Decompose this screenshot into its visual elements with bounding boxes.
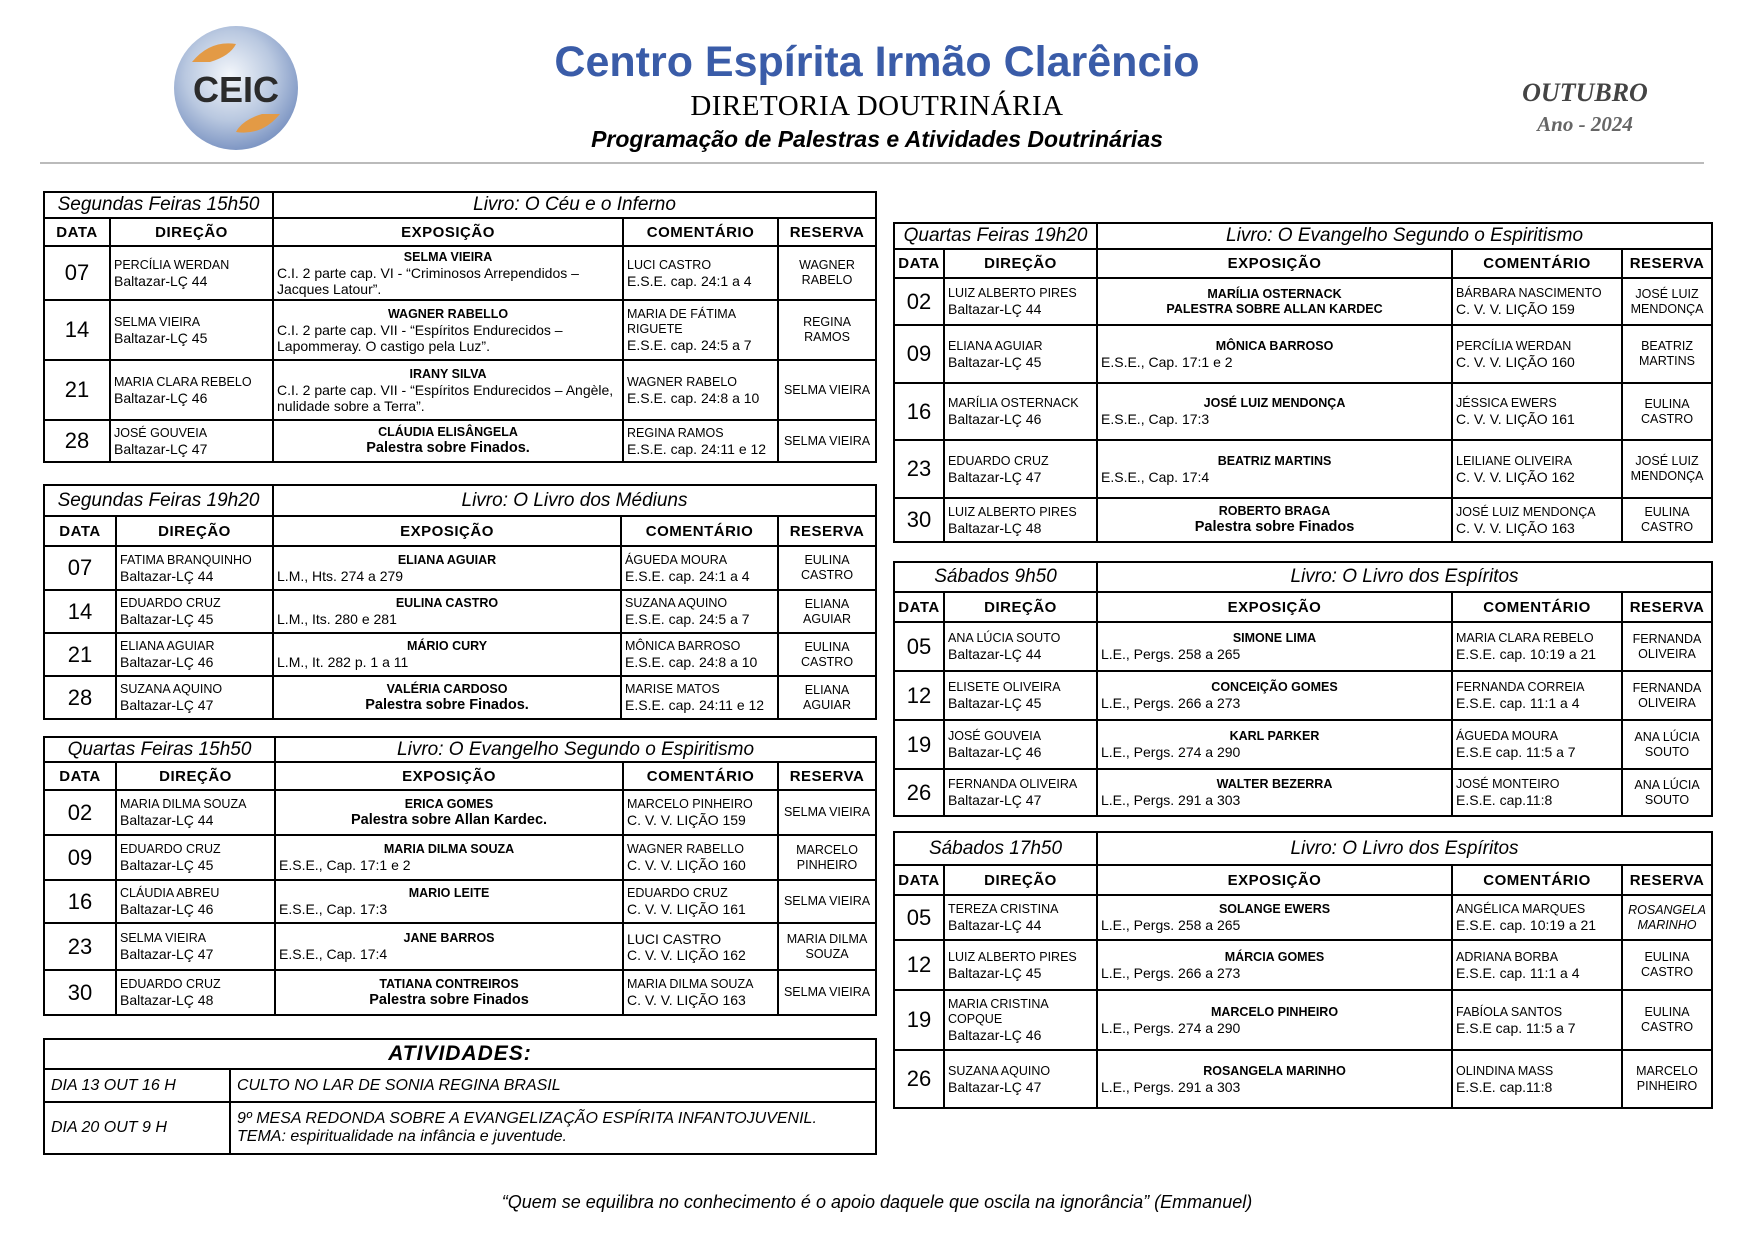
exposicao-cell: SELMA VIEIRA C.I. 2 parte cap. VI - “Criminosos Arrependidos – Jacques Latour”. bbox=[273, 246, 623, 300]
col-direcao: DIREÇÃO bbox=[116, 516, 273, 546]
program-subtitle: Programação de Palestras e Atividades Doutrinárias bbox=[591, 126, 1163, 152]
table-row bbox=[44, 546, 876, 590]
direcao-cell: MARIA CRISTINA COPQUE Baltazar-LÇ 46 bbox=[944, 990, 1097, 1050]
reserva-cell: FERNANDA OLIVEIRA bbox=[1622, 622, 1712, 671]
comentario-cell: MÔNICA BARROSO E.S.E. cap. 24:8 a 10 bbox=[621, 633, 778, 676]
col-reserva: RESERVA bbox=[1622, 865, 1712, 895]
comentario-cell: MARIA DILMA SOUZA C. V. V. LIÇÃO 163 bbox=[623, 970, 778, 1015]
table-row bbox=[894, 622, 1712, 671]
col-direcao: DIREÇÃO bbox=[944, 249, 1097, 278]
activities-table bbox=[43, 1038, 877, 1155]
exposicao-cell: MARIO LEITE E.S.E., Cap. 17:3 bbox=[275, 880, 623, 923]
table-row bbox=[44, 420, 876, 462]
col-data: DATA bbox=[44, 218, 110, 246]
date-cell: 21 bbox=[44, 360, 110, 420]
comentario-cell: OLINDINA MASS E.S.E. cap.11:8 bbox=[1452, 1050, 1622, 1108]
direcao-cell: SUZANA AQUINO Baltazar-LÇ 47 bbox=[944, 1050, 1097, 1108]
reserva-cell: EULINA CASTRO bbox=[1622, 990, 1712, 1050]
col-exposicao: EXPOSIÇÃO bbox=[1097, 249, 1452, 278]
direcao-cell: MARIA CLARA REBELO Baltazar-LÇ 46 bbox=[110, 360, 273, 420]
col-data: DATA bbox=[894, 865, 944, 895]
col-reserva: RESERVA bbox=[778, 516, 876, 546]
date-cell: 09 bbox=[44, 835, 116, 880]
exposicao-cell: ROSANGELA MARINHO L.E., Pergs. 291 a 303 bbox=[1097, 1050, 1452, 1108]
reserva-cell: EULINA CASTRO bbox=[1622, 498, 1712, 542]
comentario-cell: ÁGUEDA MOURA E.S.E cap. 11:5 a 7 bbox=[1452, 720, 1622, 769]
date-cell: 30 bbox=[894, 498, 944, 542]
col-direcao: DIREÇÃO bbox=[944, 865, 1097, 895]
direcao-cell: EDUARDO CRUZ Baltazar-LÇ 48 bbox=[116, 970, 275, 1015]
comentario-cell: LUCI CASTRO E.S.E. cap. 24:1 a 4 bbox=[623, 246, 778, 300]
reserva-cell: SELMA VIEIRA bbox=[778, 970, 876, 1015]
schedule-sabados-17h50 bbox=[893, 831, 1713, 1109]
book-header: Livro: O Livro dos Espíritos bbox=[1097, 832, 1712, 865]
direcao-cell: ANA LÚCIA SOUTO Baltazar-LÇ 44 bbox=[944, 622, 1097, 671]
comentario-cell: ANGÉLICA MARQUES E.S.E. cap. 10:19 a 21 bbox=[1452, 895, 1622, 940]
direcao-cell: LUIZ ALBERTO PIRES Baltazar-LÇ 45 bbox=[944, 940, 1097, 990]
schedule-sabados-9h50 bbox=[893, 561, 1713, 817]
table-row bbox=[894, 383, 1712, 440]
date-cell: 28 bbox=[44, 676, 116, 719]
reserva-cell: EULINA CASTRO bbox=[778, 633, 876, 676]
direcao-cell: ELIANA AGUIAR Baltazar-LÇ 46 bbox=[116, 633, 273, 676]
svg-text:CEIC: CEIC bbox=[192, 69, 280, 110]
table-row bbox=[44, 676, 876, 719]
col-reserva: RESERVA bbox=[778, 218, 876, 246]
year-label: Ano - 2024 bbox=[1537, 112, 1633, 136]
exposicao-cell: KARL PARKER L.E., Pergs. 274 a 290 bbox=[1097, 720, 1452, 769]
col-direcao: DIREÇÃO bbox=[116, 762, 275, 790]
table-row bbox=[44, 923, 876, 970]
book-header: Livro: O Evangelho Segundo o Espiritismo bbox=[275, 737, 876, 762]
table-row bbox=[894, 325, 1712, 383]
table-row bbox=[894, 440, 1712, 498]
col-direcao: DIREÇÃO bbox=[944, 592, 1097, 622]
reserva-cell: MARCELO PINHEIRO bbox=[778, 835, 876, 880]
col-exposicao: EXPOSIÇÃO bbox=[275, 762, 623, 790]
col-comentario: COMENTÁRIO bbox=[1452, 865, 1622, 895]
reserva-cell: ANA LÚCIA SOUTO bbox=[1622, 720, 1712, 769]
exposicao-cell: ROBERTO BRAGA Palestra sobre Finados bbox=[1097, 498, 1452, 542]
date-cell: 26 bbox=[894, 769, 944, 816]
direcao-cell: ELISETE OLIVEIRA Baltazar-LÇ 45 bbox=[944, 671, 1097, 720]
book-header: Livro: O Livro dos Espíritos bbox=[1097, 562, 1712, 592]
day-header: Sábados 17h50 bbox=[894, 832, 1097, 865]
reserva-cell: WAGNER RABELO bbox=[778, 246, 876, 300]
table-row bbox=[44, 970, 876, 1015]
date-cell: 28 bbox=[44, 420, 110, 462]
exposicao-cell: TATIANA CONTREIROS Palestra sobre Finados bbox=[275, 970, 623, 1015]
exposicao-cell: SOLANGE EWERS L.E., Pergs. 258 a 265 bbox=[1097, 895, 1452, 940]
comentario-cell: JÉSSICA EWERS C. V. V. LIÇÃO 161 bbox=[1452, 383, 1622, 440]
activity-row bbox=[44, 1102, 876, 1154]
direcao-cell: CLÁUDIA ABREU Baltazar-LÇ 46 bbox=[116, 880, 275, 923]
date-cell: 16 bbox=[44, 880, 116, 923]
comentario-cell: ÁGUEDA MOURA E.S.E. cap. 24:1 a 4 bbox=[621, 546, 778, 590]
day-header: Segundas Feiras 19h20 bbox=[44, 485, 273, 516]
center-title: Centro Espírita Irmão Clarêncio bbox=[554, 38, 1200, 86]
activity-row bbox=[44, 1069, 876, 1102]
col-data: DATA bbox=[894, 592, 944, 622]
comentario-cell: FABÍOLA SANTOS E.S.E cap. 11:5 a 7 bbox=[1452, 990, 1622, 1050]
date-cell: 07 bbox=[44, 546, 116, 590]
comentario-cell: LUCI CASTRO C. V. V. LIÇÃO 162 bbox=[623, 923, 778, 970]
exposicao-cell: SIMONE LIMA L.E., Pergs. 258 a 265 bbox=[1097, 622, 1452, 671]
date-cell: 02 bbox=[44, 790, 116, 835]
col-direcao: DIREÇÃO bbox=[110, 218, 273, 246]
direcao-cell: MARIA DILMA SOUZA Baltazar-LÇ 44 bbox=[116, 790, 275, 835]
col-comentario: COMENTÁRIO bbox=[623, 218, 778, 246]
direcao-cell: FATIMA BRANQUINHO Baltazar-LÇ 44 bbox=[116, 546, 273, 590]
direcao-cell: FERNANDA OLIVEIRA Baltazar-LÇ 47 bbox=[944, 769, 1097, 816]
activity-what: 9º MESA REDONDA SOBRE A EVANGELIZAÇÃO ESPÍRITA INFANTOJUVENIL. TEMA: espiritualidade na infância e juventude. bbox=[230, 1102, 876, 1154]
table-row bbox=[44, 880, 876, 923]
comentario-cell: MARCELO PINHEIRO C. V. V. LIÇÃO 159 bbox=[623, 790, 778, 835]
reserva-cell: JOSÉ LUIZ MENDONÇA bbox=[1622, 440, 1712, 498]
reserva-cell: ROSANGELA MARINHO bbox=[1622, 895, 1712, 940]
reserva-cell: ANA LÚCIA SOUTO bbox=[1622, 769, 1712, 816]
date-cell: 12 bbox=[894, 671, 944, 720]
table-row bbox=[894, 895, 1712, 940]
date-cell: 05 bbox=[894, 895, 944, 940]
col-comentario: COMENTÁRIO bbox=[623, 762, 778, 790]
col-exposicao: EXPOSIÇÃO bbox=[273, 218, 623, 246]
comentario-cell: PERCÍLIA WERDAN C. V. V. LIÇÃO 160 bbox=[1452, 325, 1622, 383]
date-cell: 23 bbox=[894, 440, 944, 498]
reserva-cell: REGINA RAMOS bbox=[778, 300, 876, 360]
col-exposicao: EXPOSIÇÃO bbox=[273, 516, 621, 546]
direcao-cell: JOSÉ GOUVEIA Baltazar-LÇ 46 bbox=[944, 720, 1097, 769]
direcao-cell: EDUARDO CRUZ Baltazar-LÇ 45 bbox=[116, 835, 275, 880]
day-header: Quartas Feiras 19h20 bbox=[894, 223, 1097, 249]
comentario-cell: JOSÉ MONTEIRO E.S.E. cap.11:8 bbox=[1452, 769, 1622, 816]
exposicao-cell: VALÉRIA CARDOSO Palestra sobre Finados. bbox=[273, 676, 621, 719]
reserva-cell: ELIANA AGUIAR bbox=[778, 676, 876, 719]
col-exposicao: EXPOSIÇÃO bbox=[1097, 592, 1452, 622]
exposicao-cell: MÁRCIA GOMES L.E., Pergs. 266 a 273 bbox=[1097, 940, 1452, 990]
exposicao-cell: MÔNICA BARROSO E.S.E., Cap. 17:1 e 2 bbox=[1097, 325, 1452, 383]
date-cell: 26 bbox=[894, 1050, 944, 1108]
comentario-cell: LEILIANE OLIVEIRA C. V. V. LIÇÃO 162 bbox=[1452, 440, 1622, 498]
date-cell: 09 bbox=[894, 325, 944, 383]
activity-what: CULTO NO LAR DE SONIA REGINA BRASIL bbox=[230, 1069, 876, 1102]
table-row bbox=[44, 360, 876, 420]
book-header: Livro: O Evangelho Segundo o Espiritismo bbox=[1097, 223, 1712, 249]
exposicao-cell: BEATRIZ MARTINS E.S.E., Cap. 17:4 bbox=[1097, 440, 1452, 498]
date-cell: 16 bbox=[894, 383, 944, 440]
col-data: DATA bbox=[44, 762, 116, 790]
date-cell: 07 bbox=[44, 246, 110, 300]
col-reserva: RESERVA bbox=[1622, 592, 1712, 622]
reserva-cell: SELMA VIEIRA bbox=[778, 790, 876, 835]
reserva-cell: ELIANA AGUIAR bbox=[778, 590, 876, 633]
exposicao-cell: JANE BARROS E.S.E., Cap. 17:4 bbox=[275, 923, 623, 970]
reserva-cell: JOSÉ LUIZ MENDONÇA bbox=[1622, 278, 1712, 325]
direcao-cell: EDUARDO CRUZ Baltazar-LÇ 45 bbox=[116, 590, 273, 633]
comentario-cell: MARISE MATOS E.S.E. cap. 24:11 e 12 bbox=[621, 676, 778, 719]
comentario-cell: FERNANDA CORREIA E.S.E. cap. 11:1 a 4 bbox=[1452, 671, 1622, 720]
exposicao-cell: JOSÉ LUIZ MENDONÇA E.S.E., Cap. 17:3 bbox=[1097, 383, 1452, 440]
reserva-cell: EULINA CASTRO bbox=[1622, 383, 1712, 440]
col-comentario: COMENTÁRIO bbox=[1452, 249, 1622, 278]
direcao-cell: TEREZA CRISTINA Baltazar-LÇ 44 bbox=[944, 895, 1097, 940]
direcao-cell: JOSÉ GOUVEIA Baltazar-LÇ 47 bbox=[110, 420, 273, 462]
comentario-cell: MARIA DE FÁTIMA RIGUETE E.S.E. cap. 24:5 a 7 bbox=[623, 300, 778, 360]
col-exposicao: EXPOSIÇÃO bbox=[1097, 865, 1452, 895]
comentario-cell: SUZANA AQUINO E.S.E. cap. 24:5 a 7 bbox=[621, 590, 778, 633]
activity-when: DIA 20 OUT 9 H bbox=[44, 1102, 230, 1154]
exposicao-cell: MÁRIO CURY L.M., It. 282 p. 1 a 11 bbox=[273, 633, 621, 676]
table-row bbox=[44, 835, 876, 880]
table-row bbox=[894, 278, 1712, 325]
table-row bbox=[894, 769, 1712, 816]
table-row bbox=[894, 498, 1712, 542]
col-comentario: COMENTÁRIO bbox=[621, 516, 778, 546]
exposicao-cell: MARIA DILMA SOUZA E.S.E., Cap. 17:1 e 2 bbox=[275, 835, 623, 880]
date-cell: 21 bbox=[44, 633, 116, 676]
comentario-cell: WAGNER RABELLO C. V. V. LIÇÃO 160 bbox=[623, 835, 778, 880]
date-cell: 05 bbox=[894, 622, 944, 671]
activities-title: ATIVIDADES: bbox=[44, 1039, 876, 1069]
direcao-cell: ELIANA AGUIAR Baltazar-LÇ 45 bbox=[944, 325, 1097, 383]
col-data: DATA bbox=[44, 516, 116, 546]
date-cell: 14 bbox=[44, 590, 116, 633]
comentario-cell: BÁRBARA NASCIMENTO C. V. V. LIÇÃO 159 bbox=[1452, 278, 1622, 325]
date-cell: 12 bbox=[894, 940, 944, 990]
table-row bbox=[894, 1050, 1712, 1108]
direcao-cell: LUIZ ALBERTO PIRES Baltazar-LÇ 48 bbox=[944, 498, 1097, 542]
reserva-cell: SELMA VIEIRA bbox=[778, 880, 876, 923]
date-cell: 30 bbox=[44, 970, 116, 1015]
table-row bbox=[44, 246, 876, 300]
direcao-cell: LUIZ ALBERTO PIRES Baltazar-LÇ 44 bbox=[944, 278, 1097, 325]
reserva-cell: EULINA CASTRO bbox=[1622, 940, 1712, 990]
table-row bbox=[44, 590, 876, 633]
exposicao-cell: CONCEIÇÃO GOMES L.E., Pergs. 266 a 273 bbox=[1097, 671, 1452, 720]
exposicao-cell: WAGNER RABELLO C.I. 2 parte cap. VII - “Espíritos Endurecidos – Lapommeray. O castigo pela Luz”. bbox=[273, 300, 623, 360]
header-divider bbox=[40, 162, 1704, 164]
col-reserva: RESERVA bbox=[1622, 249, 1712, 278]
comentario-cell: MARIA CLARA REBELO E.S.E. cap. 10:19 a 21 bbox=[1452, 622, 1622, 671]
reserva-cell: SELMA VIEIRA bbox=[778, 360, 876, 420]
schedule-segundas-19h20 bbox=[43, 484, 877, 720]
reserva-cell: SELMA VIEIRA bbox=[778, 420, 876, 462]
direcao-cell: MARÍLIA OSTERNACK Baltazar-LÇ 46 bbox=[944, 383, 1097, 440]
table-row bbox=[894, 671, 1712, 720]
table-row bbox=[894, 720, 1712, 769]
exposicao-cell: ELIANA AGUIAR L.M., Hts. 274 a 279 bbox=[273, 546, 621, 590]
exposicao-cell: IRANY SILVA C.I. 2 parte cap. VII - “Espíritos Endurecidos – Angèle, nulidade sobre a Terra”. bbox=[273, 360, 623, 420]
table-row bbox=[44, 633, 876, 676]
comentario-cell: EDUARDO CRUZ C. V. V. LIÇÃO 161 bbox=[623, 880, 778, 923]
exposicao-cell: MARCELO PINHEIRO L.E., Pergs. 274 a 290 bbox=[1097, 990, 1452, 1050]
exposicao-cell: ERICA GOMES Palestra sobre Allan Kardec. bbox=[275, 790, 623, 835]
activity-when: DIA 13 OUT 16 H bbox=[44, 1069, 230, 1102]
day-header: Segundas Feiras 15h50 bbox=[44, 192, 273, 218]
exposicao-cell: EULINA CASTRO L.M., Its. 280 e 281 bbox=[273, 590, 621, 633]
exposicao-cell: MARÍLIA OSTERNACK PALESTRA SOBRE ALLAN KARDEC bbox=[1097, 278, 1452, 325]
reserva-cell: BEATRIZ MARTINS bbox=[1622, 325, 1712, 383]
book-header: Livro: O Livro dos Médiuns bbox=[273, 485, 876, 516]
col-comentario: COMENTÁRIO bbox=[1452, 592, 1622, 622]
book-header: Livro: O Céu e o Inferno bbox=[273, 192, 876, 218]
direcao-cell: SELMA VIEIRA Baltazar-LÇ 47 bbox=[116, 923, 275, 970]
direcao-cell: EDUARDO CRUZ Baltazar-LÇ 47 bbox=[944, 440, 1097, 498]
schedule-quartas-19h20 bbox=[893, 222, 1713, 543]
date-cell: 19 bbox=[894, 990, 944, 1050]
table-row bbox=[44, 790, 876, 835]
comentario-cell: ADRIANA BORBA E.S.E. cap. 11:1 a 4 bbox=[1452, 940, 1622, 990]
exposicao-cell: CLÁUDIA ELISÂNGELA Palestra sobre Finados. bbox=[273, 420, 623, 462]
day-header: Sábados 9h50 bbox=[894, 562, 1097, 592]
date-cell: 19 bbox=[894, 720, 944, 769]
table-row bbox=[894, 940, 1712, 990]
emmanuel-quote: “Quem se equilibra no conhecimento é o apoio daquele que oscila na ignorância” (Emmanuel) bbox=[501, 1192, 1253, 1212]
direcao-cell: SUZANA AQUINO Baltazar-LÇ 47 bbox=[116, 676, 273, 719]
comentario-cell: WAGNER RABELO E.S.E. cap. 24:8 a 10 bbox=[623, 360, 778, 420]
comentario-cell: JOSÉ LUIZ MENDONÇA C. V. V. LIÇÃO 163 bbox=[1452, 498, 1622, 542]
reserva-cell: EULINA CASTRO bbox=[778, 546, 876, 590]
exposicao-cell: WALTER BEZERRA L.E., Pergs. 291 a 303 bbox=[1097, 769, 1452, 816]
col-reserva: RESERVA bbox=[778, 762, 876, 790]
reserva-cell: MARIA DILMA SOUZA bbox=[778, 923, 876, 970]
date-cell: 14 bbox=[44, 300, 110, 360]
schedule-quartas-15h50 bbox=[43, 736, 877, 1016]
col-data: DATA bbox=[894, 249, 944, 278]
table-row bbox=[894, 990, 1712, 1050]
direcao-cell: SELMA VIEIRA Baltazar-LÇ 45 bbox=[110, 300, 273, 360]
date-cell: 02 bbox=[894, 278, 944, 325]
reserva-cell: MARCELO PINHEIRO bbox=[1622, 1050, 1712, 1108]
table-row bbox=[44, 300, 876, 360]
month-label: OUTUBRO bbox=[1522, 78, 1648, 107]
direcao-cell: PERCÍLIA WERDAN Baltazar-LÇ 44 bbox=[110, 246, 273, 300]
reserva-cell: FERNANDA OLIVEIRA bbox=[1622, 671, 1712, 720]
day-header: Quartas Feiras 15h50 bbox=[44, 737, 275, 762]
date-cell: 23 bbox=[44, 923, 116, 970]
comentario-cell: REGINA RAMOS E.S.E. cap. 24:11 e 12 bbox=[623, 420, 778, 462]
schedule-segundas-15h50 bbox=[43, 191, 877, 463]
directorate-subtitle: DIRETORIA DOUTRINÁRIA bbox=[690, 90, 1064, 122]
